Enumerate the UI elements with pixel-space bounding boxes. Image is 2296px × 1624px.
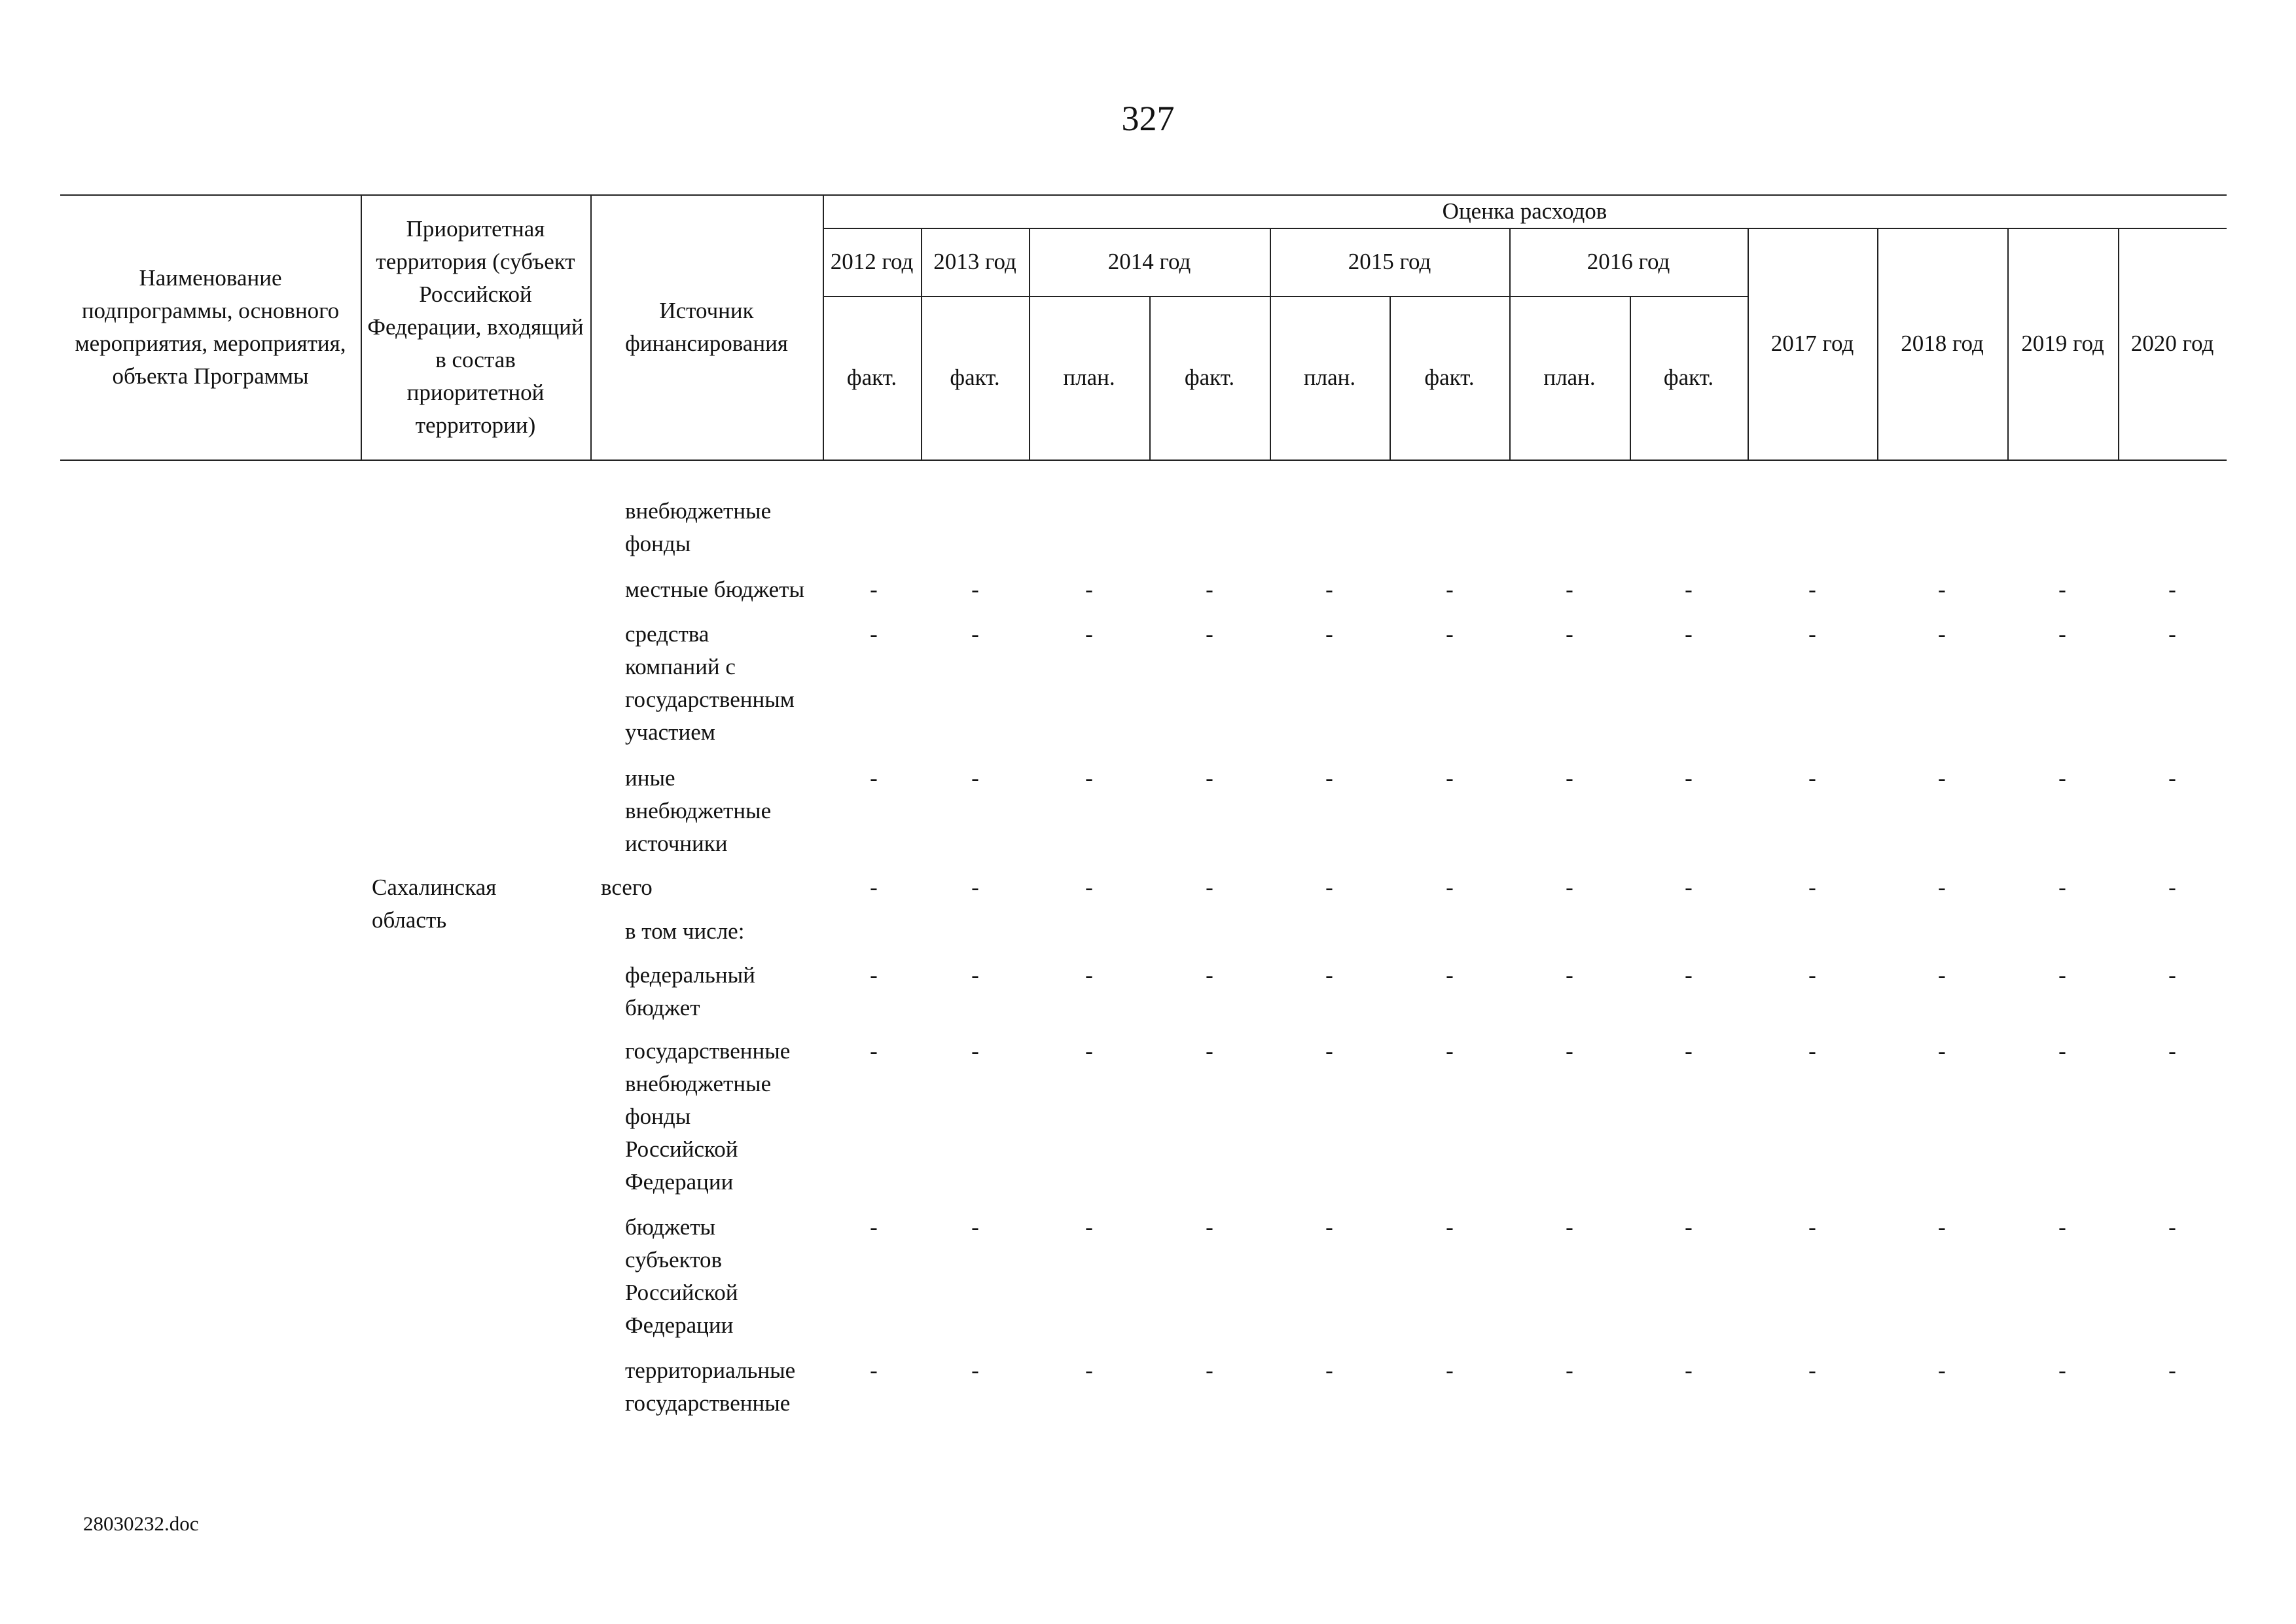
source-cell: иные внебюджетные источники (625, 765, 772, 856)
value-cell: - (1685, 962, 1693, 988)
value-cell: - (1085, 1358, 1093, 1383)
value-cell: - (1808, 621, 1816, 647)
value-cell: - (1938, 1038, 1946, 1064)
value-cell: - (1566, 875, 1573, 900)
subheader-2012-fact: факт. (846, 365, 897, 390)
value-cell: - (1938, 765, 1946, 791)
value-cell: - (1206, 875, 1213, 900)
value-cell: - (870, 962, 878, 988)
value-cell: - (1085, 962, 1093, 988)
value-cell: - (2168, 621, 2176, 647)
source-cell: государственные внебюджетные фонды Российской Федерации (625, 1038, 791, 1195)
value-cell: - (2168, 1358, 2176, 1383)
territory-cell: Сахалинская область (372, 875, 497, 933)
value-cell: - (1566, 1214, 1573, 1240)
value-cell: - (870, 1038, 878, 1064)
value-cell: - (1685, 875, 1693, 900)
header-2018: 2018 год (1901, 331, 1984, 356)
value-cell: - (1206, 765, 1213, 791)
value-cell: - (1206, 621, 1213, 647)
value-cell: - (2058, 577, 2066, 602)
value-cell: - (2058, 962, 2066, 988)
value-cell: - (1938, 962, 1946, 988)
value-cell: - (1085, 765, 1093, 791)
value-cell: - (1446, 962, 1454, 988)
source-cell: средства компаний с государственным участием (625, 621, 795, 745)
value-cell: - (1566, 621, 1573, 647)
subheader-2013-fact: факт. (950, 365, 1000, 390)
value-cell: - (1325, 962, 1333, 988)
source-cell: территориальные государственные (625, 1358, 796, 1416)
value-cell: - (1446, 577, 1454, 602)
value-cell: - (870, 765, 878, 791)
value-cell: - (971, 1038, 979, 1064)
subheader-2016-fact: факт. (1663, 365, 1714, 390)
value-cell: - (1685, 1358, 1693, 1383)
header-territory: Приоритетная территория (субъект Российской Федерации, входящий в состав приоритетной территории) (367, 215, 584, 438)
header-name: Наименование подпрограммы, основного мероприятия, мероприятия, объекта Программы (75, 264, 346, 389)
value-cell: - (870, 577, 878, 602)
value-cell: - (1085, 621, 1093, 647)
source-cell: внебюджетные фонды (625, 498, 772, 556)
source-cell: в том числе: (625, 918, 745, 944)
value-cell: - (2168, 765, 2176, 791)
value-cell: - (1446, 765, 1454, 791)
value-cell: - (1566, 1358, 1573, 1383)
value-cell: - (1685, 1038, 1693, 1064)
value-cell: - (1325, 577, 1333, 602)
value-cell: - (1685, 621, 1693, 647)
value-cell: - (2058, 1358, 2066, 1383)
value-cell: - (2058, 1038, 2066, 1064)
value-cell: - (1206, 577, 1213, 602)
value-cell: - (1566, 577, 1573, 602)
value-cell: - (2058, 621, 2066, 647)
subheader-2016-plan: план. (1543, 365, 1596, 390)
header-2019: 2019 год (2021, 331, 2104, 356)
subheader-2015-fact: факт. (1424, 365, 1475, 390)
value-cell: - (1325, 765, 1333, 791)
subheader-2014-fact: факт. (1184, 365, 1235, 390)
header-2020: 2020 год (2130, 331, 2214, 356)
value-cell: - (1938, 577, 1946, 602)
value-cell: - (1085, 577, 1093, 602)
value-cell: - (1566, 962, 1573, 988)
value-cell: - (1808, 577, 1816, 602)
value-cell: - (1808, 765, 1816, 791)
value-cell: - (971, 1358, 979, 1383)
header-2017: 2017 год (1770, 331, 1854, 356)
value-cell: - (1446, 1038, 1454, 1064)
value-cell: - (2168, 1214, 2176, 1240)
header-2015: 2015 год (1348, 249, 1431, 274)
value-cell: - (1206, 1214, 1213, 1240)
header-source: Источник финансирования (625, 297, 788, 356)
value-cell: - (1808, 875, 1816, 900)
value-cell: - (1566, 765, 1573, 791)
value-cell: - (870, 1214, 878, 1240)
value-cell: - (971, 765, 979, 791)
source-cell: бюджеты субъектов Российской Федерации (625, 1214, 738, 1338)
value-cell: - (1325, 1214, 1333, 1240)
subheader-2015-plan: план. (1303, 365, 1356, 390)
value-cell: - (2058, 875, 2066, 900)
source-cell: местные бюджеты (625, 577, 804, 602)
source-cell: всего (601, 875, 653, 900)
value-cell: - (1446, 621, 1454, 647)
value-cell: - (1808, 1358, 1816, 1383)
value-cell: - (1206, 1358, 1213, 1383)
value-cell: - (2058, 765, 2066, 791)
value-cell: - (1938, 1358, 1946, 1383)
value-cell: - (870, 621, 878, 647)
value-cell: - (870, 875, 878, 900)
value-cell: - (971, 621, 979, 647)
page-number: 327 (1121, 99, 1175, 138)
value-cell: - (971, 962, 979, 988)
header-2013: 2013 год (933, 249, 1016, 274)
value-cell: - (1325, 1038, 1333, 1064)
value-cell: - (1206, 1038, 1213, 1064)
value-cell: - (1938, 1214, 1946, 1240)
value-cell: - (2168, 577, 2176, 602)
value-cell: - (1808, 1038, 1816, 1064)
value-cell: - (2168, 1038, 2176, 1064)
footer-filename: 28030232.doc (83, 1512, 199, 1535)
value-cell: - (1566, 1038, 1573, 1064)
value-cell: - (1808, 962, 1816, 988)
value-cell: - (1685, 1214, 1693, 1240)
value-cell: - (1446, 875, 1454, 900)
value-cell: - (2168, 875, 2176, 900)
value-cell: - (1938, 621, 1946, 647)
value-cell: - (2058, 1214, 2066, 1240)
source-cell: федеральный бюджет (625, 962, 755, 1020)
value-cell: - (1685, 577, 1693, 602)
value-cell: - (1325, 1358, 1333, 1383)
value-cell: - (870, 1358, 878, 1383)
header-cost-group: Оценка расходов (1442, 198, 1607, 224)
value-cell: - (1085, 875, 1093, 900)
value-cell: - (971, 875, 979, 900)
value-cell: - (1325, 621, 1333, 647)
value-cell: - (971, 577, 979, 602)
header-2012: 2012 год (830, 249, 914, 274)
header-2014: 2014 год (1107, 249, 1191, 274)
value-cell: - (971, 1214, 979, 1240)
value-cell: - (1446, 1358, 1454, 1383)
value-cell: - (2168, 962, 2176, 988)
value-cell: - (1446, 1214, 1454, 1240)
value-cell: - (1808, 1214, 1816, 1240)
value-cell: - (1085, 1038, 1093, 1064)
value-cell: - (1325, 875, 1333, 900)
value-cell: - (1685, 765, 1693, 791)
header-2016: 2016 год (1587, 249, 1670, 274)
value-cell: - (1938, 875, 1946, 900)
value-cell: - (1206, 962, 1213, 988)
value-cell: - (1085, 1214, 1093, 1240)
subheader-2014-plan: план. (1063, 365, 1115, 390)
